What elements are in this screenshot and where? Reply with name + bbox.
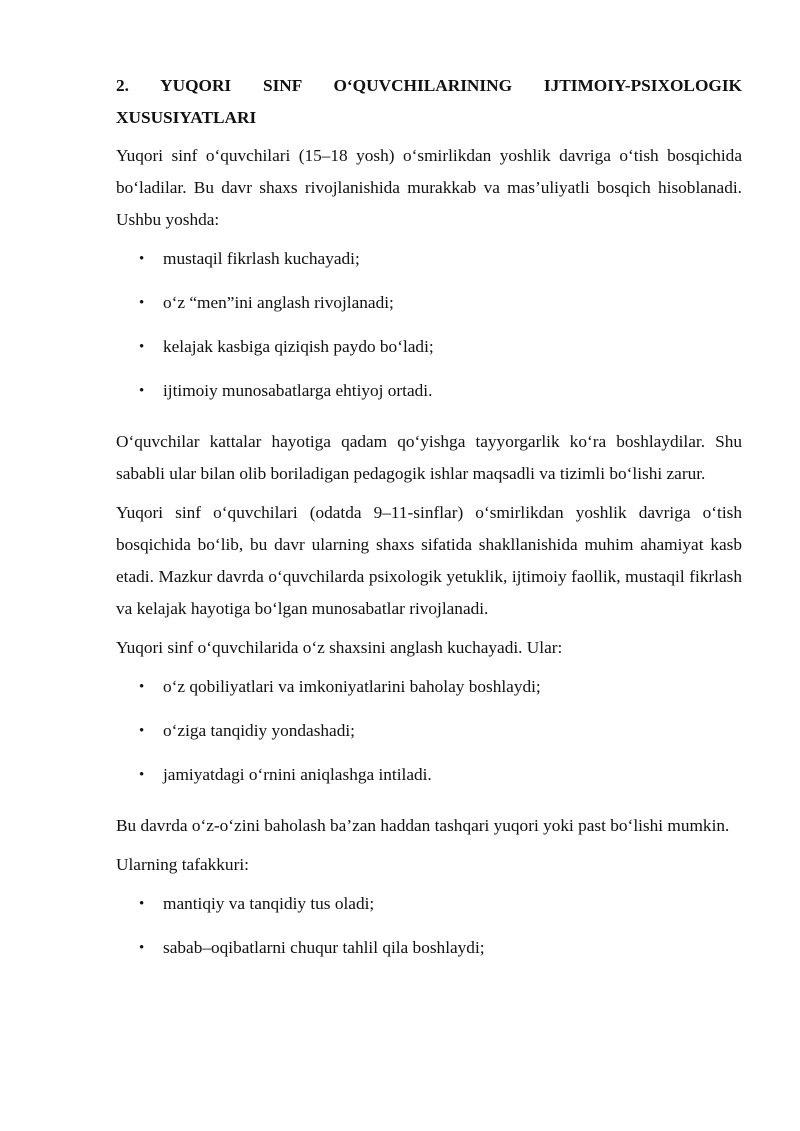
list-item-text: mustaqil fikrlash kuchayadi;	[163, 249, 360, 268]
section-heading-line2: XUSUSIYATLARI	[116, 108, 257, 127]
bullet-icon: •	[139, 251, 145, 267]
bullet-icon: •	[139, 679, 145, 695]
list-item-text: sabab–oqibatlarni chuqur tahlil qila boshlaydi;	[163, 938, 485, 957]
bullet-icon: •	[139, 723, 145, 739]
bullet-list-age-features	[116, 243, 742, 419]
paragraph-senior-students: Yuqori sinf o‘quvchilari (odatda 9–11-sinflar) o‘smirlikdan yoshlik davriga o‘tish bosqichida bo‘lib, bu davr ularning shaxs sifatida shakllanishida muhim ahamiyat kasb etadi. Mazkur davrda o‘quvchilarda psixologik yetuklik, ijtimoiy faollik, mustaqil fikrlash va kelajak hayotiga bo‘lgan munosabatlar rivojlanadi.	[116, 503, 742, 618]
bullet-list-thinking	[116, 888, 742, 976]
bullet-list-self-awareness	[116, 671, 742, 803]
bullet-icon: •	[139, 383, 145, 399]
list-item	[116, 331, 742, 375]
paragraph-self-assessment: Bu davrda o‘z-o‘zini baholash ba’zan haddan tashqari yuqori yoki past bo‘lishi mumkin.	[116, 816, 730, 835]
bullet-icon: •	[139, 940, 145, 956]
bullet-icon: •	[139, 767, 145, 783]
bullet-icon: •	[139, 896, 145, 912]
list-item-text: kelajak kasbiga qiziqish paydo bo‘ladi;	[163, 337, 434, 356]
list-item-text: o‘ziga tanqidiy yondashadi;	[163, 721, 355, 740]
list-item-text: ijtimoiy munosabatlarga ehtiyoj ortadi.	[163, 381, 433, 400]
list-item	[116, 759, 742, 803]
list-item	[116, 715, 742, 759]
list-item	[116, 243, 742, 287]
list-item	[116, 671, 742, 715]
bullet-icon: •	[139, 339, 145, 355]
paragraph-thinking: Ularning tafakkuri:	[116, 855, 249, 874]
section-heading	[116, 70, 742, 134]
section-heading-line1: 2. YUQORI SINF O‘QUVCHILARINING IJTIMOIY-PSIXOLOGIK	[116, 76, 742, 95]
bullet-icon: •	[139, 295, 145, 311]
list-item	[116, 932, 742, 976]
document-page	[116, 70, 742, 983]
paragraph-intro: Yuqori sinf o‘quvchilari (15–18 yosh) o‘smirlikdan yoshlik davriga o‘tish bosqichida bo‘ladilar. Bu davr shaxs rivojlanishida murakkab va mas’uliyatli bosqich hisoblanadi. Ushbu yoshda:	[116, 146, 742, 229]
list-item	[116, 888, 742, 932]
list-item-text: o‘z “men”ini anglash rivojlanadi;	[163, 293, 394, 312]
list-item-text: o‘z qobiliyatlari va imkoniyatlarini baholay boshlaydi;	[163, 677, 541, 696]
list-item	[116, 375, 742, 419]
paragraph-preparation: O‘quvchilar kattalar hayotiga qadam qo‘yishga tayyorgarlik ko‘ra boshlaydilar. Shu sababli ular bilan olib boriladigan pedagogik ishlar maqsadli va tizimli bo‘lishi zarur.	[116, 432, 742, 483]
list-item-text: mantiqiy va tanqidiy tus oladi;	[163, 894, 375, 913]
list-item	[116, 287, 742, 331]
paragraph-self-awareness: Yuqori sinf o‘quvchilarida o‘z shaxsini anglash kuchayadi. Ular:	[116, 638, 563, 657]
list-item-text: jamiyatdagi o‘rnini aniqlashga intiladi.	[163, 765, 432, 784]
